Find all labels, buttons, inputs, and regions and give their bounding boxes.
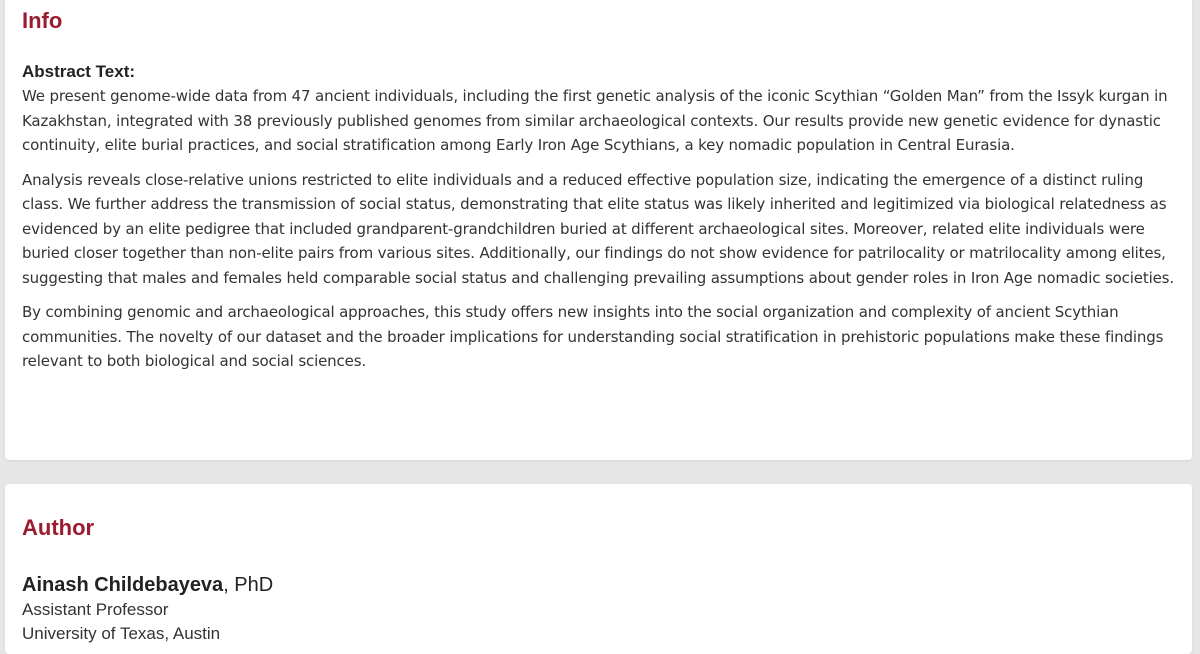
author-position: Assistant Professor [22, 600, 169, 619]
info-heading: Info [22, 8, 63, 33]
author-name-line [22, 572, 1192, 598]
abstract-label: Abstract Text: [22, 62, 136, 81]
author-affiliation: University of Texas, Austin [22, 624, 221, 643]
author-degree: , PhD [223, 574, 274, 596]
abstract-paragraph-1: We present genome-wide data from 47 ancient individuals, including the first genetic analysis of the iconic Scythian “Golden Man” from the Issyk kurgan in Kazakhstan, integrated with 38 previously published genomes from similar archaeological contexts. Our results provide new genetic evidence for dynastic continuity, elite burial practices, and social stratification among Early Iron Age Scythians, a key nomadic population in Central Eurasia. [22, 87, 1168, 154]
abstract-paragraph-2: Analysis reveals close-relative unions restricted to elite individuals and a reduced effective population size, indicating the emergence of a distinct ruling class. We further address the transmission of social status, demonstrating that elite status was likely inherited and legitimized via biological relatedness as evidenced by an elite pedigree that included grandparent-grandchildren buried at different archaeological sites. Moreover, related elite individuals were buried closer together than non-elite pairs from various sites. Additionally, our findings do not show evidence for patrilocality or matrilocality among elites, suggesting that males and females held comparable social status and challenging prevailing assumptions about gender roles in Iron Age nomadic societies. [22, 170, 1174, 287]
author-name: Ainash Childebayeva [22, 574, 224, 596]
author-heading: Author [22, 515, 95, 540]
abstract-paragraph-3: By combining genomic and archaeological approaches, this study offers new insights into the social organization and complexity of ancient Scythian communities. The novelty of our dataset and the broader implications for understanding social stratification in prehistoric populations make these findings relevant to both biological and social sciences. [22, 303, 1164, 370]
info-card [5, 0, 1192, 460]
author-card [5, 484, 1192, 654]
